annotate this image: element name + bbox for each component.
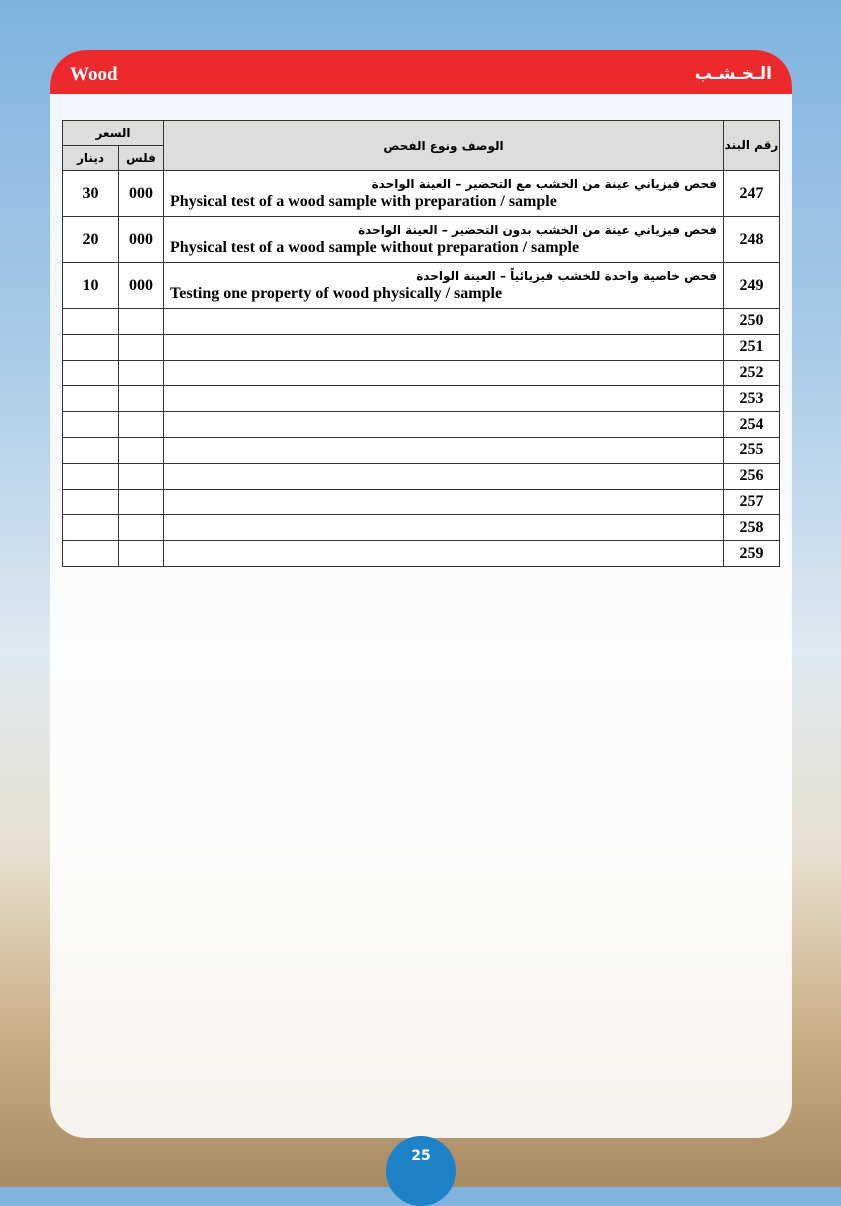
item-number: 249 — [724, 263, 780, 309]
description-en: Testing one property of wood physically / sample — [170, 284, 503, 302]
fils-value: 000 — [119, 171, 164, 217]
item-number: 254 — [724, 412, 780, 438]
item-description — [164, 263, 724, 309]
item-description — [164, 217, 724, 263]
item-number: 256 — [724, 463, 780, 489]
item-number: 251 — [724, 334, 780, 360]
item-number: 258 — [724, 515, 780, 541]
description-ar: فحص فيزياني عينة من الخشب مع التحضير – العينة الواحدة — [371, 176, 717, 191]
empty-row — [63, 386, 780, 412]
item-number: 252 — [724, 360, 780, 386]
empty-row — [63, 360, 780, 386]
item-number: 259 — [724, 541, 780, 567]
empty-row — [63, 412, 780, 438]
description-header: الوصف ونوع الفحص — [164, 121, 724, 171]
empty-row — [63, 489, 780, 515]
empty-row — [63, 334, 780, 360]
table-row — [63, 171, 780, 217]
dinar-header: دينار — [63, 146, 119, 171]
description-ar: فحص خاصية واحدة للخشب فيزيائياً – العينة الواحدة — [416, 268, 717, 283]
empty-row — [63, 515, 780, 541]
page-number-badge — [386, 1136, 456, 1206]
table-row — [63, 217, 780, 263]
section-title-ar: الـخـشـب — [694, 64, 772, 84]
table-row — [63, 263, 780, 309]
empty-row — [63, 309, 780, 335]
price-header: السعر — [63, 121, 164, 146]
item-number: 257 — [724, 489, 780, 515]
empty-row — [63, 541, 780, 567]
dinar-value: 10 — [63, 263, 119, 309]
price-table — [62, 120, 780, 567]
item-no-header: رقم البند — [724, 121, 780, 171]
page-header — [50, 50, 792, 94]
fils-header: فلس — [119, 146, 164, 171]
description-ar: فحص فيزياني عينة من الخشب بدون التحضير – العينة الواحدة — [358, 222, 717, 237]
description-en: Physical test of a wood sample with preparation / sample — [170, 192, 557, 210]
fils-value: 000 — [119, 263, 164, 309]
item-number: 255 — [724, 437, 780, 463]
empty-row — [63, 463, 780, 489]
item-description — [164, 171, 724, 217]
dinar-value: 20 — [63, 217, 119, 263]
fils-value: 000 — [119, 217, 164, 263]
item-number: 248 — [724, 217, 780, 263]
item-number: 253 — [724, 386, 780, 412]
description-en: Physical test of a wood sample without preparation / sample — [170, 238, 580, 256]
page-number: 25 — [411, 1148, 431, 1164]
item-number: 250 — [724, 309, 780, 335]
section-title-en: Wood — [70, 64, 118, 85]
dinar-value: 30 — [63, 171, 119, 217]
empty-row — [63, 437, 780, 463]
item-number: 247 — [724, 171, 780, 217]
